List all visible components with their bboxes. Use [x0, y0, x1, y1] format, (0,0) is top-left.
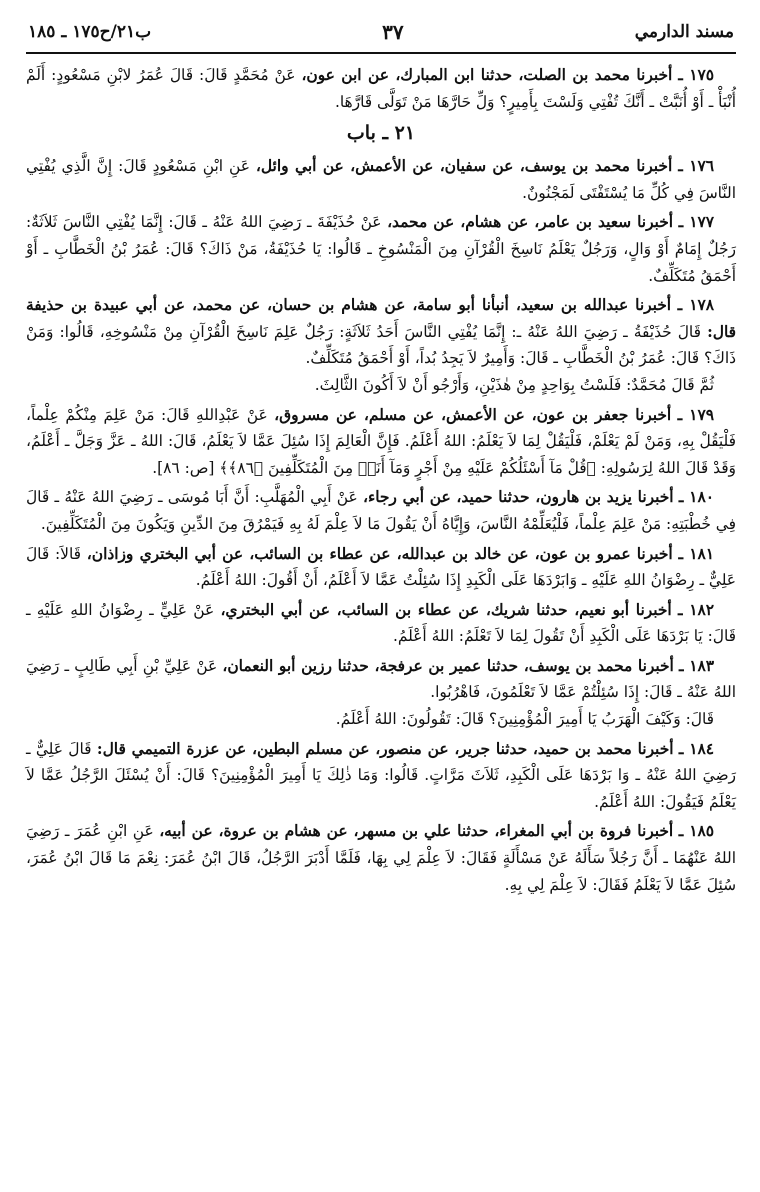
hadith-range: ب٢١/ح١٧٥ ـ ١٨٥: [28, 22, 152, 42]
page-number: ٣٧: [382, 20, 404, 44]
hadith-182: ١٨٢ ـ أخبرنا أبو نعيم، حدثنا شريك، عن عطاء بن السائب، عن أبي البختري، عَنْ عَلِيٍّ ـ رِضْوَانُ اللهِ عَلَيْهِ ـ قَالَ: يَا بَرْدَهَا عَلَى الْكَبِدِ أَنْ تَقُولَ لِمَا لاَ تَعْلَمُ: اللهُ أَعْلَمُ.: [26, 600, 736, 646]
hadith-179: ١٧٩ ـ أخبرنا جعفر بن عون، عن الأعمش، عن مسلم، عن مسروق، عَنْ عَبْدِاللهِ قَالَ: مَنْ عَلِمَ مِنْكُمْ عِلْماً، فَلْيَقُلْ بِهِ، وَمَنْ لَمْ يَعْلَمْ، فَلْيَقُلْ لِمَا لاَ يَعْلَمُ: اللهُ أَعْلَمُ. فَإِنَّ الْعَالِمَ إِذَا سُئِلَ عَمَّا لاَ يَعْلَمُ، قَالَ: اللهُ ـ عَزَّ وَجَلَّ ـ أَعْلَمُ، وَقَدْ قَالَ اللهُ لِرَسُولِهِ: ﴿قُلْ مَآ أَسْئَلُكُمْ عَلَيْهِ مِنْ أَجْرٍ وَمَآ أَنَا۠ مِنَ الْمُتَكَلِّفِينَ ﴿٨٦﴾﴾ [ص: ٨٦].: [26, 405, 736, 477]
hadith-185: ١٨٥ ـ أخبرنا فروة بن أبي المغراء، حدثنا علي بن مسهر، عن هشام بن عروة، عن أبيه، عَنِ ابْنِ عُمَرَ ـ رَضِيَ اللهُ عَنْهُمَا ـ أَنَّ رَجُلاً سَأَلَهُ عَنْ مَسْأَلَةٍ فَقَالَ: لاَ عِلْمَ لِي بِهَا، فَلَمَّا أَدْبَرَ الرَّجُلُ، قَالَ ابْنُ عُمَرَ: نِعْمَ مَا قَالَ ابْنُ عُمَرَ، سُئِلَ عَمَّا لاَ يَعْلَمُ فَقَالَ: لاَ عِلْمَ لِي بِهِ.: [26, 822, 736, 894]
hadith-183: ١٨٣ ـ أخبرنا محمد بن يوسف، حدثنا عمير بن عرفجة، حدثنا رزين أبو النعمان، عَنْ عَلِيِّ بْنِ أَبِي طَالِبٍ ـ رَضِيَ اللهُ عَنْهُ ـ قَالَ: إِذَا سُئِلْتُمْ عَمَّا لاَ تَعْلَمُونَ، فَاهْرُبُوا. قَالَ: وَكَيْفَ الْهَرَبُ يَا أَمِيرَ الْمُؤْمِنِينَ؟ قَالَ: تَقُولُونَ: اللهُ أَعْلَمُ.: [26, 653, 736, 733]
hadith-178: ١٧٨ ـ أخبرنا عبدالله بن سعيد، أنبأنا أبو سامة، عن هشام بن حسان، عن محمد، عن أبي عبيدة بن حذيفة قال: قَالَ حُذَيْفَةُ ـ رَضِيَ اللهُ عَنْهُ ـ: إِنَّمَا يُفْتِي النَّاسَ أَحَدُ ثَلاَثَةٍ: رَجُلٌ عَلِمَ نَاسِخَ الْقُرْآنِ مِنْ مَنْسُوخِهِ، قَالُوا: وَمَنْ ذَاكَ؟ قَالَ: عُمَرُ بْنُ الْخَطَّابِ ـ قَالَ: وَأَمِيرٌ لاَ يَجِدُ بُداً، أَوْ أَحْمَقُ مُتَكَلِّفٌ. ثُمَّ قَالَ مُحَمَّدٌ: فَلَسْتُ بِوَاحِدٍ مِنْ هٰذَيْنِ، وَأَرْجُو أَنْ لاَ أَكُونَ الثَّالِثَ.: [26, 292, 736, 398]
hadith-184: ١٨٤ ـ أخبرنا محمد بن حميد، حدثنا جرير، عن منصور، عن مسلم البطين، عن عزرة التميمي قال: قَالَ عَلِيٌّ ـ رَضِيَ اللهُ عَنْهُ ـ وَا بَرْدَهَا عَلَى الْكَبِدِ، ثَلاَثَ مَرَّاتٍ. قَالُوا: وَمَا ذٰلِكَ يَا أَمِيرَ الْمُؤْمِنِينَ؟ قَالَ: أَنْ يُسْئَلَ الرَّجُلُ عَمَّا لاَ يَعْلَمُ فَيَقُولَ: اللهُ أَعْلَمُ.: [26, 739, 736, 811]
hadith-180: ١٨٠ ـ أخبرنا يزيد بن هارون، حدثنا حميد، عن أبي رجاء، عَنْ أَبِي الْمُهَلَّبِ: أَنَّ أَبَا مُوسَى ـ رَضِيَ اللهُ عَنْهُ ـ قَالَ فِي خُطْبَتِهِ: مَنْ عَلِمَ عِلْماً، فَلْيُعَلِّمْهُ النَّاسَ، وَإِيَّاهُ أَنْ يَقُولَ مَا لاَ عِلْمَ لَهُ بِهِ فَيَمْرُقَ مِنَ الدِّينِ وَيَكُونَ مِنَ الْمُتَكَلِّفِينَ.: [26, 488, 736, 533]
hadith-177: ١٧٧ ـ أخبرنا سعيد بن عامر، عن هشام، عن محمد، عَنْ حُذَيْفَةَ ـ رَضِيَ اللهُ عَنْهُ ـ قَالَ: إِنَّمَا يُفْتِي النَّاسَ ثَلاَثَةٌ: رَجُلٌ إِمَامٌ أَوْ وَالٍ، وَرَجُلٌ يَعْلَمُ نَاسِخَ الْقُرْآنِ مِنَ الْمَنْسُوخِ ـ قَالُوا: يَا حُذَيْفَةُ، مَنْ ذَاكَ؟ قَالَ: عُمَرُ بْنُ الْخَطَّابِ ـ أَوْ أَحْمَقُ مُتَكَلِّفٌ.: [26, 213, 736, 285]
book-title: مسند الدارمي: [634, 22, 734, 42]
hadith-181: ١٨١ ـ أخبرنا عمرو بن عون، عن خالد بن عبدالله، عن عطاء بن السائب، عن أبي البختري وزاذان، قَالاَ: قَالَ عَلِيٌّ ـ رِضْوَانُ اللهِ عَلَيْهِ ـ وَابَرْدَهَا عَلَى الْكَبِدِ إِذَا سُئِلْتُ عَمَّا لاَ أَعْلَمُ، أَنْ أَقُولَ: اللهُ أَعْلَمُ.: [26, 544, 736, 590]
hadith-183-extra: قَالَ: وَكَيْفَ الْهَرَبُ يَا أَمِيرَ الْمُؤْمِنِينَ؟ قَالَ: تَقُولُونَ: اللهُ أَعْلَمُ.: [335, 710, 714, 729]
page-header: [26, 14, 736, 50]
header-rule: [26, 52, 736, 54]
section-title: ٢١ ـ باب: [346, 122, 416, 145]
hadith-178-extra: ثُمَّ قَالَ مُحَمَّدٌ: فَلَسْتُ بِوَاحِدٍ مِنْ هٰذَيْنِ، وَأَرْجُو أَنْ لاَ أَكُونَ الثَّالِثَ.: [314, 375, 714, 394]
hadith-175: ١٧٥ ـ أخبرنا محمد بن الصلت، حدثنا ابن المبارك، عن ابن عون، عَنْ مُحَمَّدٍ قَالَ: قَالَ عُمَرُ لابْنِ مَسْعُودٍ: أَلَمْ أُنْبَأْ ـ أَوْ أُنَبَّتْ ـ أَنَّكَ تُفْتِي وَلَسْتَ بِأَمِيرٍ؟ وَلِّ حَارَّهَا مَنْ تَوَلَّى قَارَّهَا.: [26, 66, 736, 111]
hadith-176: ١٧٦ ـ أخبرنا محمد بن يوسف، عن سفيان، عن الأعمش، عن أبي وائل، عَنِ ابْنِ مَسْعُودٍ قَالَ: إِنَّ الَّذِي يُفْتِي النَّاسَ فِي كُلِّ مَا يُسْتَفْتَى لَمَجْنُونٌ.: [26, 157, 736, 202]
